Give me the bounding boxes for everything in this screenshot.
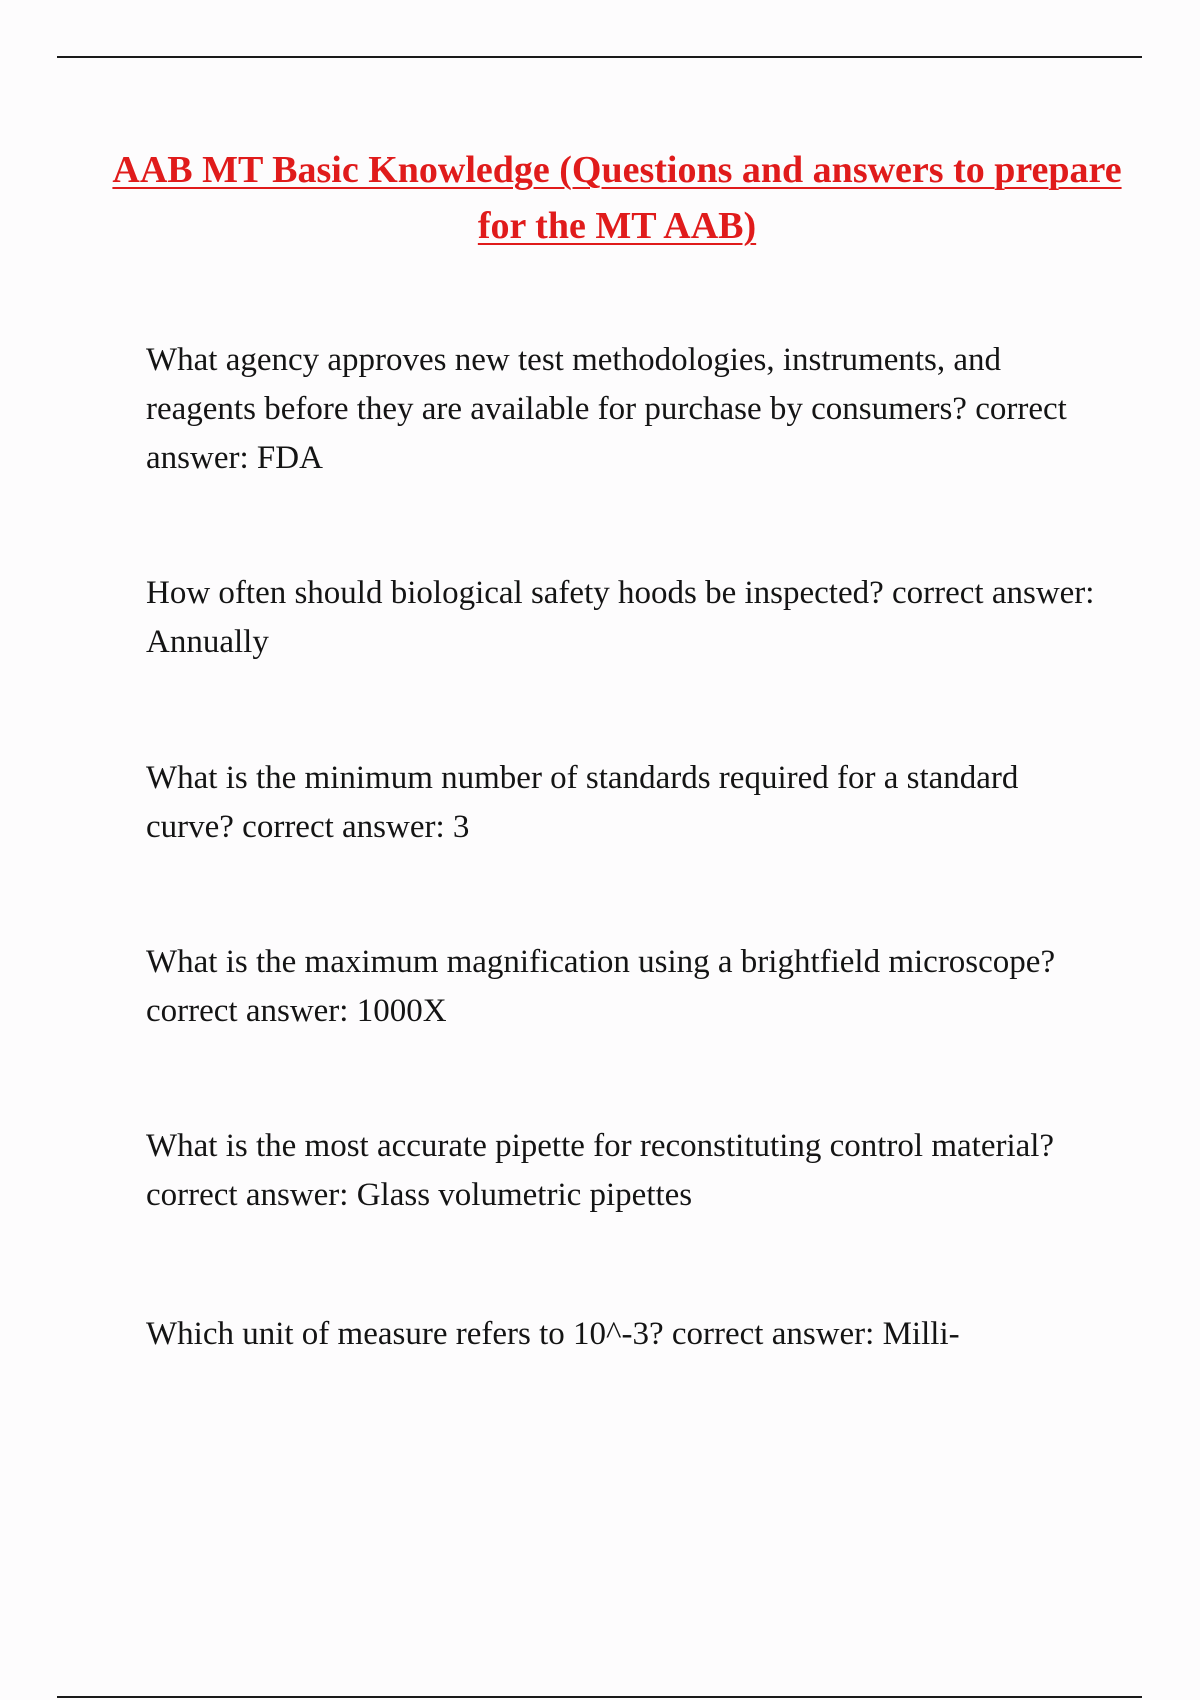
- question-text: What agency approves new test methodologies, instruments, and reagents before they are available for purchase by consumers? correct answer:: [146, 342, 1067, 476]
- question-text: What is the minimum number of standards required for a standard curve? correct answer:: [146, 760, 1019, 845]
- question-text: What is the maximum magnification using a brightfield microscope? correct answer:: [146, 944, 1056, 1029]
- top-divider: [57, 56, 1142, 58]
- qa-item-2: [146, 569, 1106, 667]
- qa-item-1: [146, 336, 1106, 483]
- qa-item-4: [146, 938, 1106, 1036]
- answer-text: Annually: [146, 624, 269, 660]
- answer-text: 1000X: [356, 993, 447, 1029]
- question-text: Which unit of measure refers to 10^-3? correct answer:: [146, 1316, 875, 1352]
- answer-text: FDA: [256, 440, 323, 476]
- qa-item-6: [146, 1310, 1106, 1359]
- qa-item-5: [146, 1122, 1106, 1220]
- answer-text: Glass volumetric pipettes: [356, 1177, 693, 1213]
- qa-item-3: [146, 754, 1106, 852]
- question-text: How often should biological safety hoods be inspected? correct answer:: [146, 575, 1095, 611]
- question-text: What is the most accurate pipette for reconstituting control material? correct answer:: [146, 1128, 1055, 1213]
- answer-text: Milli-: [882, 1316, 960, 1352]
- document-title: [100, 142, 1134, 254]
- answer-text: 3: [452, 809, 470, 845]
- bottom-divider: [57, 1696, 1142, 1698]
- document-title-text: AAB MT Basic Knowledge (Questions and answers to prepare for the MT AAB): [112, 149, 1122, 247]
